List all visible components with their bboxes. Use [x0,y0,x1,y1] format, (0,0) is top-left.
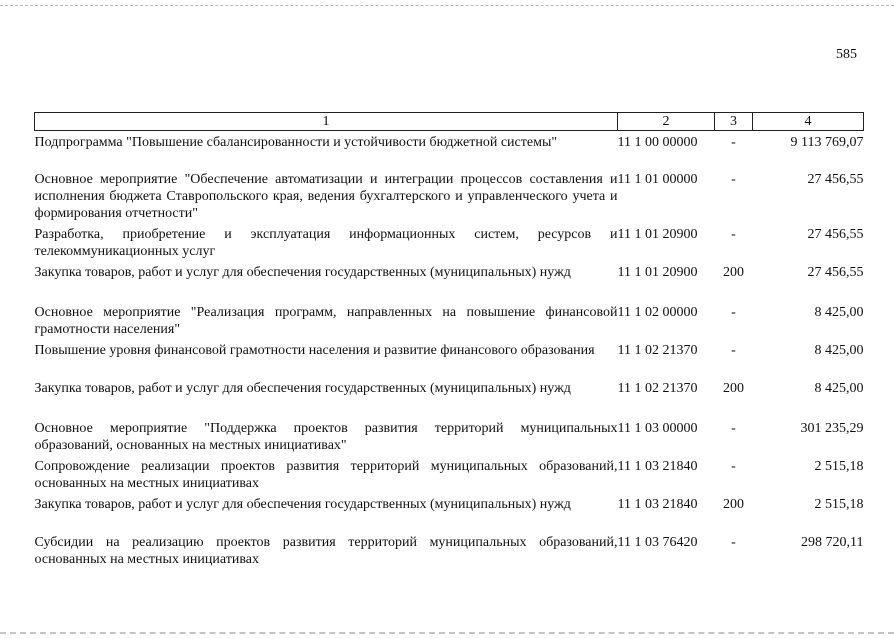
table-row [35,304,864,342]
budget-table [34,112,864,572]
row-code: 11 1 01 20900 [617,264,698,280]
row-amount: 8 425,00 [814,342,864,358]
table-row [35,226,864,264]
row-amount: 298 720,11 [801,534,864,550]
table-row [35,458,864,496]
row-code: 11 1 03 21840 [617,496,698,512]
row-code: 11 1 02 00000 [617,304,698,320]
row-vr: 200 [723,496,744,512]
header-col-name: 1 [35,113,618,131]
row-code: 11 1 02 21370 [617,380,698,396]
row-code: 11 1 02 21370 [617,342,698,358]
row-vr: - [731,458,736,474]
row-amount: 8 425,00 [814,304,864,320]
row-vr: - [731,342,736,358]
row-code: 11 1 03 21840 [617,458,698,474]
row-code: 11 1 03 00000 [617,420,698,436]
row-name: Субсидии на реализацию проектов развития территорий муниципальных образований, основанных на местных инициативах [34,534,618,567]
row-name: Закупка товаров, работ и услуг для обеспечения государственных (муниципальных) нужд [34,496,571,512]
row-amount: 27 456,55 [807,171,864,187]
row-amount: 2 515,18 [814,496,864,512]
header-col-code: 2 [618,113,715,131]
row-name: Повышение уровня финансовой грамотности населения и развитие финансового образования [34,342,595,358]
row-amount: 27 456,55 [807,264,864,280]
row-name: Разработка, приобретение и эксплуатация информационных систем, ресурсов и телекоммуникационных услуг [34,226,618,259]
table-row [35,534,864,572]
row-amount: 27 456,55 [807,226,864,242]
row-name: Основное мероприятие "Обеспечение автоматизации и интеграции процессов составления и исполнения бюджета Ставропольского края, ведения бухгалтерского и управленческого учета и формирования отчетности" [34,171,618,221]
row-name: Основное мероприятие "Реализация программ, направленных на повышение финансовой грамотности населения" [34,304,618,337]
row-vr: - [731,304,736,320]
row-code: 11 1 01 00000 [617,171,698,187]
table-header-row [35,113,864,131]
table-row [35,420,864,458]
row-vr: - [731,135,736,150]
row-amount: 2 515,18 [814,458,864,474]
table-row [35,380,864,420]
table-row [35,131,864,171]
row-vr: 200 [723,264,744,280]
row-vr: - [731,171,736,187]
table-row [35,264,864,304]
row-code: 11 1 03 76420 [617,534,698,550]
table-row [35,171,864,226]
row-amount: 8 425,00 [814,380,864,396]
row-vr: - [731,226,736,242]
page-number: 585 [836,47,857,62]
table-row [35,496,864,534]
row-vr: - [731,534,736,550]
scan-edge-bottom [0,632,894,634]
header-col-amount: 4 [753,113,864,131]
header-col-vr: 3 [715,113,753,131]
row-vr: 200 [723,380,744,396]
row-name: Сопровождение реализации проектов развития территорий муниципальных образований, основанных на местных инициативах [34,458,618,491]
row-name: Основное мероприятие "Поддержка проектов развития территорий муниципальных образований, основанных на местных инициативах" [34,420,618,453]
row-vr: - [731,420,736,436]
row-amount: 9 113 769,07 [790,135,864,150]
scan-edge-top [0,5,894,6]
row-name: Закупка товаров, работ и услуг для обеспечения государственных (муниципальных) нужд [34,264,571,280]
row-amount: 301 235,29 [800,420,864,436]
table-row [35,342,864,380]
row-code: 11 1 01 20900 [617,226,698,242]
row-name: Закупка товаров, работ и услуг для обеспечения государственных (муниципальных) нужд [34,380,571,396]
row-code: 11 1 00 00000 [617,135,698,150]
row-name: Подпрограмма "Повышение сбалансированности и устойчивости бюджетной системы" [34,135,558,150]
